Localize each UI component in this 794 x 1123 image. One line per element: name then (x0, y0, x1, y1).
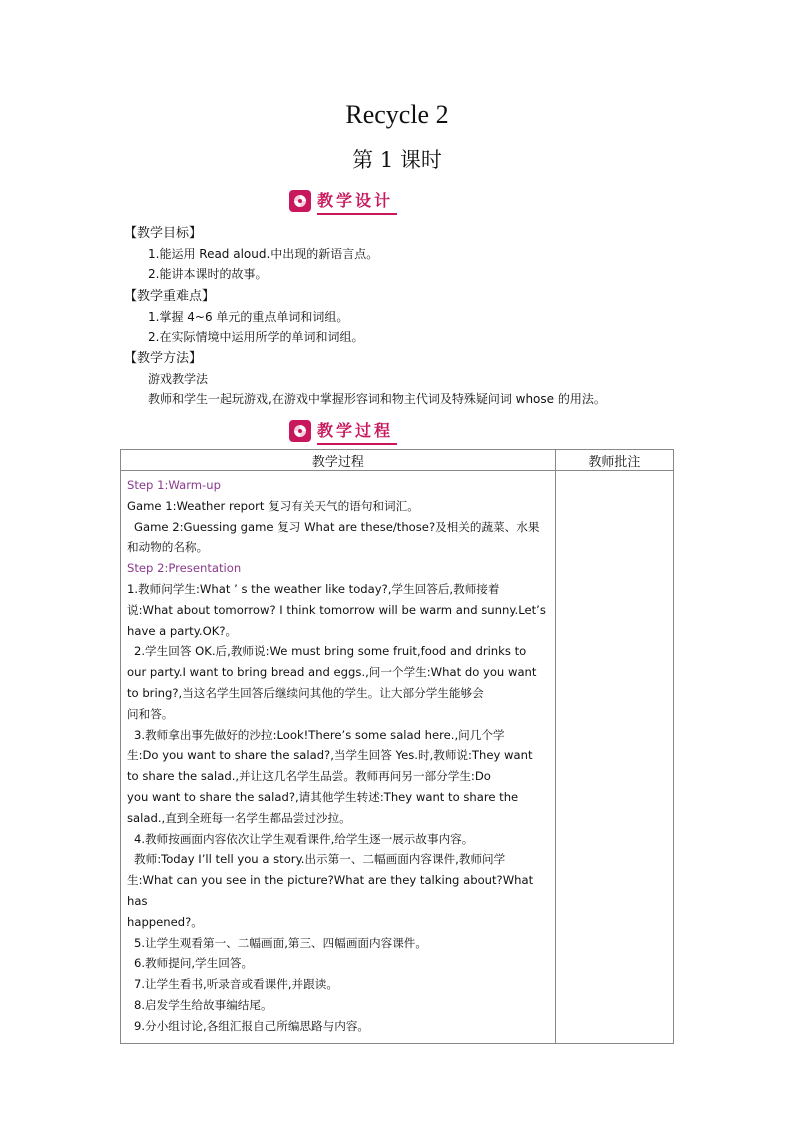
swirl-logo-icon (289, 420, 311, 442)
goal-item-1: 1.能运用 Read aloud.中出现的新语言点。 (148, 247, 379, 261)
process-table (120, 449, 674, 1044)
process-line: our party.I want to bring bread and eggs.,问一个学生:What do you want (127, 665, 537, 680)
process-line: 生:What can you see in the picture?What are they talking about?What has (127, 873, 534, 908)
process-line: 3.教师拿出事先做好的沙拉:Look!There’s some salad here.,问几个学 (134, 727, 505, 742)
step-heading: Step 1:Warm-up (127, 478, 221, 492)
keypoint-item-2: 2.在实际情境中运用所学的单词和词组。 (148, 330, 364, 344)
process-line: 5.让学生观看第一、二幅画面,第三、四幅画面内容课件。 (134, 935, 427, 950)
process-line: 4.教师按画面内容依次让学生观看课件,给学生逐一展示故事内容。 (134, 831, 474, 846)
process-line: you want to share the salad?,请其他学生转述:They want to share the (127, 789, 519, 804)
header-process: 教学过程 (121, 450, 556, 471)
section-heading-methods: 【教学方法】 (124, 351, 203, 366)
process-line: 1.教师问学生:What ’ s the weather like today?,学生回答后,教师接着 (127, 581, 500, 596)
keypoint-item-1: 1.掌握 4~6 单元的重点单词和词组。 (148, 310, 349, 324)
table-row (121, 471, 674, 1044)
process-line: Game 1:Weather report 复习有关天气的语句和词汇。 (127, 498, 419, 513)
table-header-row (121, 450, 674, 471)
process-line: 教师:Today I’ll tell you a story.出示第一、二幅画面内容课件,教师问学 (134, 852, 506, 867)
process-content-cell (121, 471, 556, 1044)
process-line: Game 2:Guessing game 复习 What are these/those?及相关的蔬菜、水果 (134, 519, 540, 534)
step-heading: Step 2:Presentation (127, 561, 242, 576)
process-line: 2.学生回答 OK.后,教师说:We must bring some fruit,food and drinks to (134, 644, 527, 659)
process-line: to share the salad.,并让这几名学生品尝。教师再问另一部分学生:Do (127, 769, 491, 784)
process-line: 9.分小组讨论,各组汇报自己所编思路与内容。 (134, 1018, 370, 1033)
process-line: 说:What about tomorrow? I think tomorrow will be warm and sunny.Let’s (127, 602, 546, 617)
method-item-2: 教师和学生一起玩游戏,在游戏中掌握形容词和物主代词及特殊疑问词 whose 的用法。 (148, 392, 606, 406)
process-line: 8.启发学生给故事编结尾。 (134, 997, 273, 1012)
process-line: 生:Do you want to share the salad?,当学生回答 Yes.时,教师说:They want (127, 748, 533, 763)
process-line: 问和答。 (127, 706, 174, 721)
goal-item-2: 2.能讲本课时的故事。 (148, 267, 268, 281)
process-line: happened?。 (127, 914, 203, 929)
swirl-logo-icon (289, 190, 311, 212)
process-line: 7.让学生看书,听录音或看课件,并跟读。 (134, 977, 338, 992)
process-line: salad.,直到全班每一名学生都品尝过沙拉。 (127, 810, 351, 825)
process-line: have a party.OK?。 (127, 623, 238, 638)
document-title: Recycle 2 (345, 100, 449, 129)
banner-teaching-design (289, 190, 397, 212)
method-item-1: 游戏教学法 (148, 372, 209, 386)
lesson-subtitle: 第 1 课时 (352, 148, 442, 172)
section-heading-keypoints: 【教学重难点】 (124, 289, 216, 304)
banner-teaching-process (289, 420, 397, 442)
banner-label: 教学设计 (317, 188, 397, 215)
banner-label: 教学过程 (317, 418, 397, 445)
process-line: 和动物的名称。 (127, 540, 209, 555)
process-line: to bring?,当这名学生回答后继续问其他的学生。让大部分学生能够会 (127, 685, 484, 700)
header-teacher-notes: 教师批注 (555, 450, 673, 471)
section-heading-goals: 【教学目标】 (124, 226, 203, 241)
process-line: 6.教师提问,学生回答。 (134, 956, 254, 971)
teacher-notes-cell (555, 471, 673, 1044)
